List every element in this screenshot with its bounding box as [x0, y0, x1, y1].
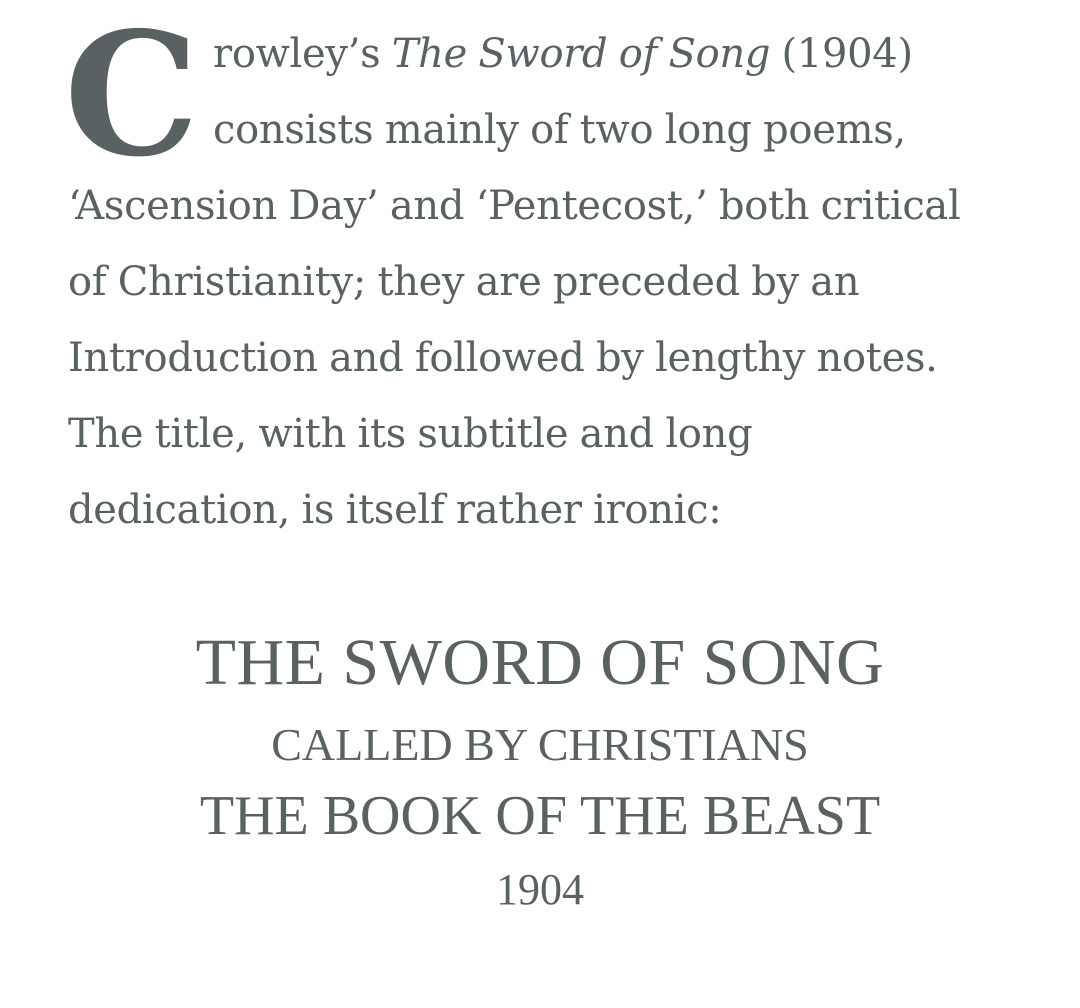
book-title-italic: The Sword of Song — [391, 31, 771, 77]
quoted-year: 1904 — [496, 865, 584, 914]
paragraph-line-6: The title, with its subtitle and long — [68, 411, 753, 457]
article-body — [64, 0, 1028, 548]
intro-paragraph — [64, 0, 1028, 548]
paragraph-line-7: dedication, is itself rather ironic: — [68, 487, 722, 533]
title-page-quote — [0, 620, 1080, 922]
paragraph-line-4: of Christianity; they are preceded by an — [68, 259, 860, 305]
line1-text: rowley’s — [213, 31, 392, 77]
paragraph-line-3: ‘Ascension Day’ and ‘Pentecost,’ both critical — [68, 183, 961, 229]
quoted-title: THE SWORD OF SONG — [195, 626, 885, 699]
paragraph-line-1 — [68, 16, 1028, 92]
quoted-subtitle: THE BOOK OF THE BEAST — [199, 785, 881, 847]
paragraph-line-2: consists mainly of two long poems, — [213, 107, 906, 153]
paragraph-line-5: Introduction and followed by lengthy notes. — [68, 335, 938, 381]
drop-cap: C — [64, 0, 200, 195]
line1-year: (1904) — [770, 31, 913, 77]
quoted-called-by: CALLED BY CHRISTIANS — [271, 719, 809, 770]
